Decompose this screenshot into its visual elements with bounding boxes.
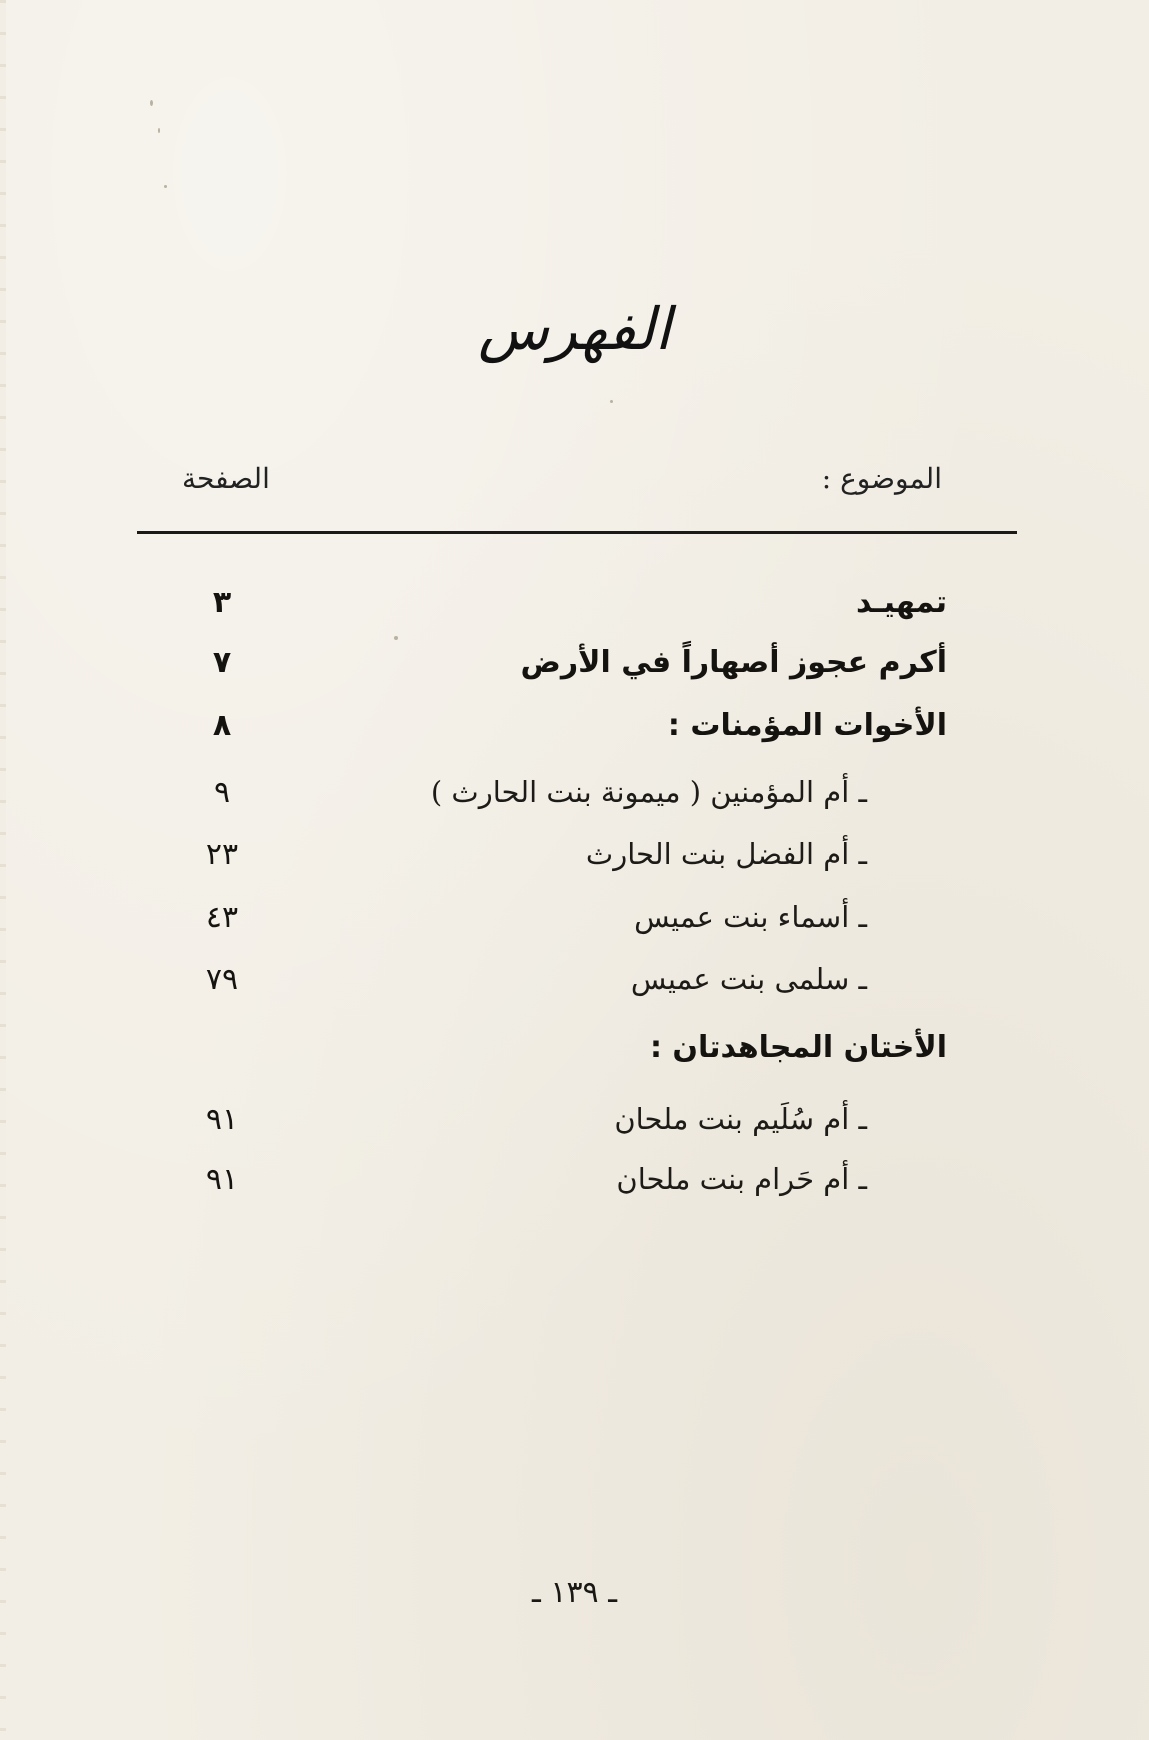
paper-speck [150, 100, 153, 106]
toc-entry [137, 775, 1017, 823]
toc-entry-page: ٣ [212, 585, 232, 620]
toc-section-heading [137, 1030, 1017, 1078]
toc-entry [137, 900, 1017, 948]
toc-entry [137, 837, 1017, 885]
toc-header [137, 462, 1017, 506]
toc-entry [137, 1162, 1017, 1210]
toc-entry [137, 962, 1017, 1010]
toc-entry-page: ٧ [212, 645, 232, 680]
toc-entry-title: تمهيـد [855, 585, 947, 620]
page-column-label: الصفحة [182, 462, 270, 495]
toc-entry-page: ٩ [213, 775, 231, 810]
toc-section-heading [137, 708, 1017, 756]
header-divider [137, 531, 1017, 534]
toc-entry [137, 585, 1017, 633]
toc-entry-title: الأختان المجاهدتان : [649, 1030, 947, 1065]
toc-entry-title: الأخوات المؤمنات : [667, 708, 947, 743]
toc-entry [137, 645, 1017, 693]
paper-speck [610, 400, 613, 403]
toc-entry-title: ـ أم الفضل بنت الحارث [585, 837, 867, 871]
toc-entry-title: ـ أسماء بنت عميس [634, 900, 867, 934]
toc-entry-title: ـ أم حَرام بنت ملحان [616, 1162, 867, 1196]
paper-speck [394, 636, 398, 640]
toc-entry-page: ٤٣ [205, 900, 239, 935]
index-title: الفهرس [478, 295, 671, 363]
toc-entry-title: ـ أم المؤمنين ( ميمونة بنت الحارث ) [430, 775, 867, 809]
page-number: ـ ١٣٩ ـ [532, 1575, 617, 1610]
toc-entry-page: ٧٩ [205, 962, 239, 997]
paper-speck [164, 185, 167, 188]
toc-entry-page: ٩١ [205, 1102, 239, 1137]
toc-entry-title: ـ أم سُلَيم بنت ملحان [614, 1102, 867, 1136]
paper-speck [158, 128, 160, 133]
toc-entry-page: ٨ [212, 708, 232, 743]
toc-entry-page: ٩١ [205, 1162, 239, 1197]
toc-entry-title: ـ سلمى بنت عميس [630, 962, 867, 996]
toc-entry [137, 1102, 1017, 1150]
toc-entry-page: ٢٣ [205, 837, 239, 872]
page-edge [0, 0, 6, 1740]
toc-entry-title: أكرم عجوز أصهاراً في الأرض [520, 645, 947, 680]
topic-column-label: الموضوع : [821, 462, 942, 495]
